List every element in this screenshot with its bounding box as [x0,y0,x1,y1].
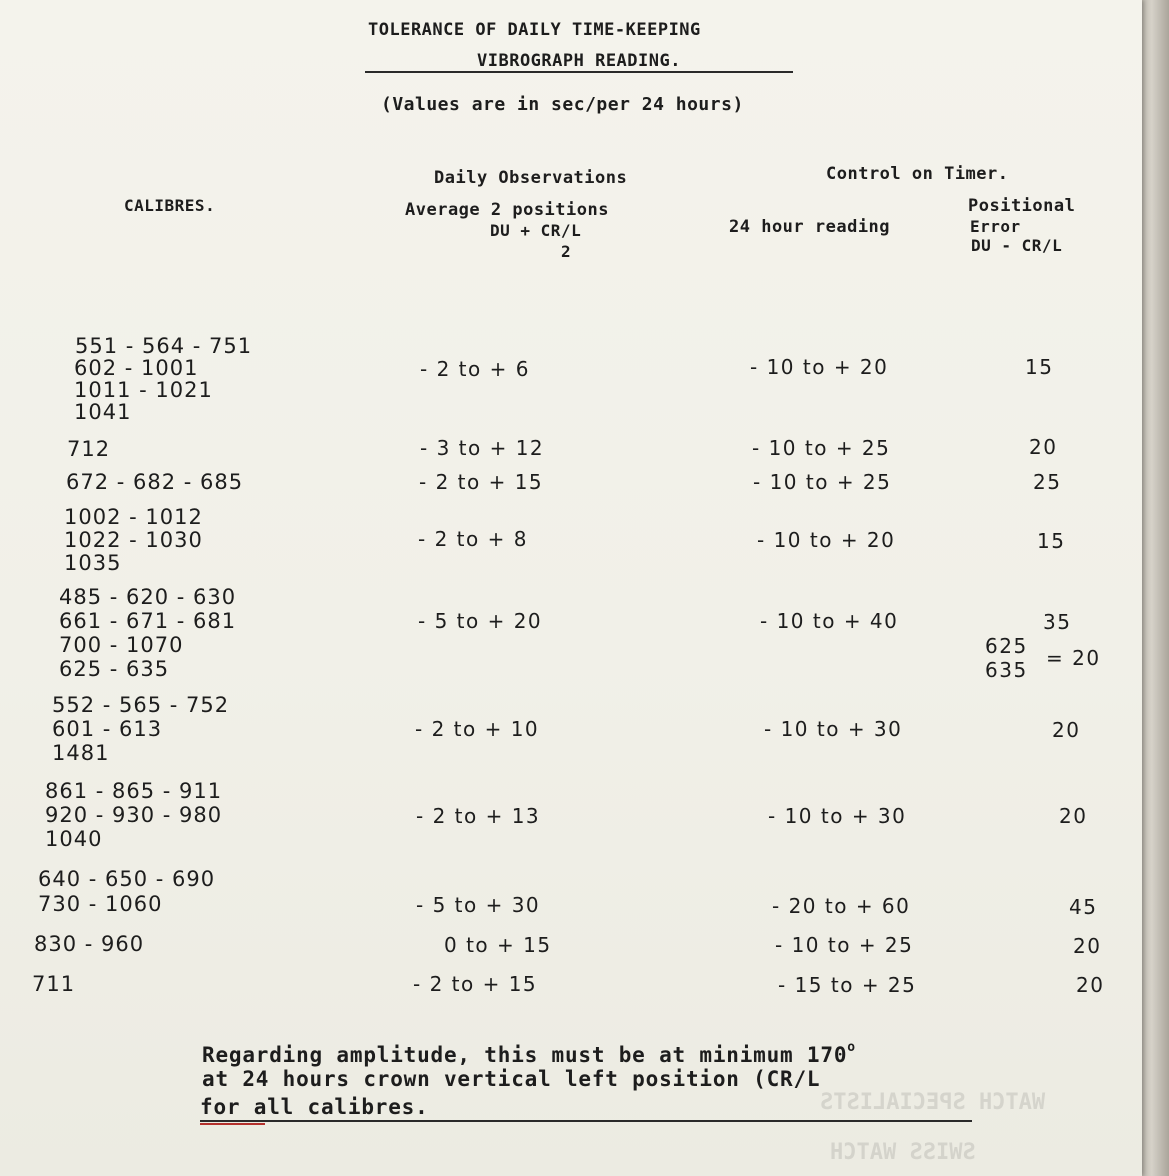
calibre-line: 1011 - 1021 [74,378,213,402]
header-average: Average 2 positions [405,200,609,220]
footer-note-line1 [202,1041,856,1066]
positional-error-value: 20 [1059,804,1088,828]
calibre-line: 1035 [64,551,122,575]
calibre-line: 1022 - 1030 [64,528,203,552]
calibre-line: 601 - 613 [52,717,163,741]
calibre-line: 551 - 564 - 751 [75,334,253,358]
header-daily-observations: Daily Observations [434,168,628,188]
reading-value: - 10 to + 30 [764,717,903,741]
daily-observation-value: 0 to + 15 [444,933,552,957]
footer-underline [200,1120,972,1122]
calibre-line: 711 [32,972,76,996]
calibre-line: 1481 [52,741,110,765]
header-24-hour-reading: 24 hour reading [729,217,891,237]
daily-observation-value: - 2 to + 15 [413,972,538,996]
positional-error-value: 20 [1073,934,1102,958]
header-formula-numerator: DU + CR/L [490,221,582,240]
header-error: Error [970,217,1021,236]
daily-observation-value: - 5 to + 30 [416,893,541,917]
calibre-line: 861 - 865 - 911 [45,779,223,803]
red-pen-mark [200,1123,265,1125]
show-through-text: SWISS WATCH [830,1140,976,1165]
calibre-line: 672 - 682 - 685 [66,470,244,494]
positional-error-note: 635 [985,658,1028,682]
header-positional: Positional [968,196,1076,216]
positional-error-value: 20 [1029,435,1058,459]
calibre-line: 625 - 635 [59,657,170,681]
calibre-line: 661 - 671 - 681 [59,609,237,633]
degree-symbol: o [847,1040,856,1055]
daily-observation-value: - 2 to + 13 [416,804,541,828]
document-subtitle: VIBROGRAPH READING. [477,51,681,71]
reading-value: - 10 to + 25 [775,933,914,957]
positional-error-value: 45 [1069,895,1098,919]
calibre-line: 1041 [74,400,132,424]
calibre-line: 552 - 565 - 752 [52,693,230,717]
positional-error-value: 20 [1076,973,1105,997]
calibre-line: 730 - 1060 [38,892,163,916]
positional-error-value: 15 [1025,355,1054,379]
reading-value: - 15 to + 25 [778,973,917,997]
reading-value: - 20 to + 60 [772,894,911,918]
daily-observation-value: - 2 to + 10 [415,717,540,741]
header-control-on-timer: Control on Timer. [826,164,1009,184]
positional-error-value: 15 [1037,529,1066,553]
calibre-line: 485 - 620 - 630 [59,585,237,609]
daily-observation-value: - 2 to + 6 [420,357,530,381]
positional-error-value: 35 [1043,610,1072,634]
desk-background [1140,0,1169,1176]
daily-observation-value: - 3 to + 12 [420,436,545,460]
calibre-line: 1002 - 1012 [64,505,203,529]
positional-error-note: 625 [985,634,1028,658]
calibre-line: 640 - 650 - 690 [38,867,216,891]
header-du-crl: DU - CR/L [971,236,1063,255]
header-formula-denominator: 2 [561,242,572,261]
calibre-line: 700 - 1070 [59,633,184,657]
positional-error-note-value: = 20 [1046,646,1101,670]
reading-value: - 10 to + 20 [750,355,889,379]
document-title: TOLERANCE OF DAILY TIME-KEEPING [368,20,701,40]
calibre-line: 602 - 1001 [74,356,199,380]
calibre-line: 920 - 930 - 980 [45,803,223,827]
footer-text: Regarding amplitude, this must be at minimum 170 [202,1043,848,1067]
calibre-line: 830 - 960 [34,932,145,956]
footer-note-line3: for all calibres. [200,1095,429,1119]
units-note: (Values are in sec/per 24 hours) [381,94,744,115]
footer-note-line2: at 24 hours crown vertical left position (CR/L [202,1067,821,1091]
show-through-text: WATCH SPECIALISTS [820,1090,1046,1115]
positional-error-value: 20 [1052,718,1081,742]
daily-observation-value: - 2 to + 8 [418,527,528,551]
daily-observation-value: - 2 to + 15 [419,470,544,494]
title-underline [365,71,793,73]
positional-error-value: 25 [1033,470,1062,494]
daily-observation-value: - 5 to + 20 [418,609,543,633]
header-calibres: CALIBRES. [124,196,216,215]
reading-value: - 10 to + 30 [768,804,907,828]
reading-value: - 10 to + 40 [760,609,899,633]
reading-value: - 10 to + 25 [752,436,891,460]
reading-value: - 10 to + 25 [753,470,892,494]
reading-value: - 10 to + 20 [757,528,896,552]
calibre-line: 1040 [45,827,103,851]
calibre-line: 712 [67,437,111,461]
